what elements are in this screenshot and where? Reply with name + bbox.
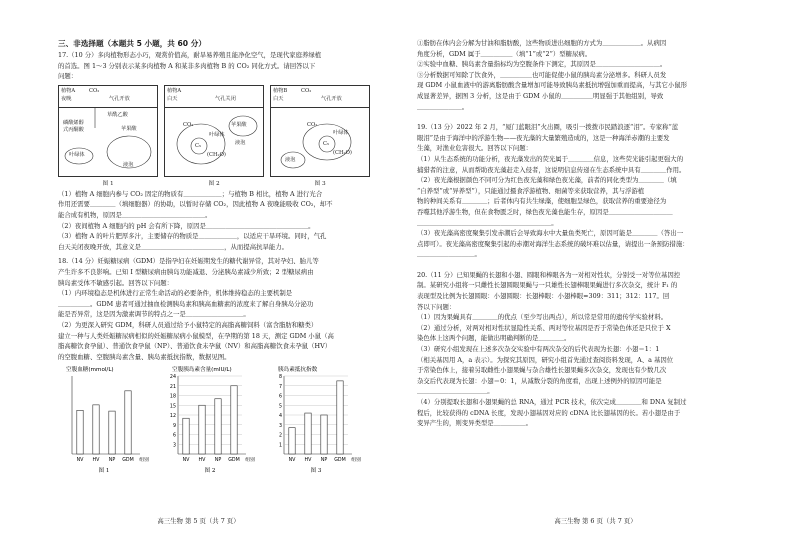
text-line: 生藻，对渔业危害很大。回答以下问题：	[417, 144, 533, 153]
bar-hv	[199, 406, 205, 455]
text-line: ＿＿＿＿＿。GDM 患者可通过抽血检测胰岛素和胰高血糖素的浓度来了解自身胰岛分泌功	[58, 299, 314, 308]
section-title: 三、非选择题（本题共 5 小题，共 60 分）	[58, 39, 206, 48]
y-tick-label: 3	[172, 443, 176, 449]
label: 夜晚	[61, 95, 72, 102]
text-line: 的空腹血糖、空腹胰岛素含量、胰岛素抵抗指数，数据见图。	[58, 352, 231, 361]
y-tick-label: 7	[278, 385, 282, 391]
q18-continued	[417, 38, 747, 112]
bar-nv	[77, 411, 83, 455]
label: 液泡	[235, 139, 246, 146]
figure-caption: 图 2	[208, 180, 220, 187]
text-line: 作用还需要＿＿＿＿（填细胞器）的协助，以暂时存储 CO₂，因此植物 A 夜晚能吸收 CO₂，却不	[58, 200, 333, 209]
text-line: 表现型及比例为长翅圆眼：小翅圆眼：长翅棒眼：小翅棒眼=309：311；312：117。回	[417, 292, 670, 301]
q20	[417, 270, 747, 429]
text-line: 的首选。图 1～3 分别表示某多肉植物 A 和某非多肉植物 B 的 CO₂ 同化方式。请回答以下	[58, 61, 316, 70]
text-line: 眼泪”是由于海洋中的浮游生物——夜光藻的大量繁殖造成的，这是一种海洋赤潮的主要发	[417, 133, 670, 142]
text-line: 18.（14 分）妊娠糖尿病（GDM）是指孕妇在妊娠期发生的糖代谢异常，其对孕妇、胎儿等	[58, 257, 319, 266]
text-line: “自养型”或“异养型”），只能通过摄食浮游植物、细菌等来获取营养，其与浮游植	[417, 186, 645, 195]
label: 植物A	[167, 87, 182, 94]
text-line: （2）夜光藻根据颜色不同可分为红色夜光藻和绿色夜光藻，前者的同化类型为＿＿＿＿（填	[417, 176, 677, 185]
text-line: ③分析数据可知除了饮食外，＿＿＿＿＿也可能促使小鼠的胰岛素分泌增多。科研人员发	[417, 70, 667, 79]
text-line: 能合成有机物，原因是＿＿＿＿＿＿＿＿＿＿＿＿＿。	[58, 210, 212, 219]
text-line: 产生许多不良影响。已知 Ⅰ 型糖尿病由胰岛功能减退、分泌胰岛素减少所致；2 型糖尿病由	[58, 267, 314, 276]
footer-page-6: 高三生物 第 6 页（共 7 页）	[554, 517, 637, 525]
y-tick-label: 12	[169, 414, 176, 420]
figure-3-diagram	[270, 85, 370, 187]
x-tick-label: NP	[108, 458, 116, 464]
text-line: （1）植物 A 细胞内参与 CO₂ 固定的物质有＿＿＿＿＿＿；与植物 B 相比，植物 A 进行光合	[58, 189, 323, 198]
x-tick-label: HV	[304, 458, 312, 464]
x-axis-label: 组别	[139, 458, 149, 464]
y-tick-label: 4	[278, 414, 282, 420]
text-line: （3）研究小组发现在上述多次杂交实验中有两次杂交的后代表现为长翅：小翅＝1：1	[417, 345, 660, 354]
label: 液泡	[123, 161, 134, 168]
label: C₅	[195, 142, 202, 149]
bar-gdm	[337, 381, 343, 454]
label: CO₂	[307, 121, 318, 128]
text-line: 程后，比较获得的 cDNA 长度，发现小翅基因对应的 cDNA 比长翅基因的长。若小翅是由于	[417, 408, 681, 417]
bar-chart-1	[58, 364, 158, 480]
text-line: （1）内环境稳态是机体进行正常生命活动的必要条件，机体维持稳态的主要机制是	[58, 289, 293, 298]
chart-title: 空腹血糖(mmol/L)	[66, 367, 114, 374]
y-tick-label: 1	[278, 443, 282, 449]
x-tick-label: NP	[320, 458, 328, 464]
text-line: 现 GDM 小鼠血液中的游离脂肪酸含量增加可能导致胰岛素抵抗增强加重而提高，与其它小鼠形	[417, 81, 688, 90]
figure-caption: 图 1	[102, 180, 114, 187]
bar-hv	[93, 405, 99, 454]
y-tick-label: 8	[278, 375, 282, 381]
label: 气孔关闭	[215, 95, 236, 102]
y-tick-label: 18	[169, 394, 176, 400]
bar-gdm	[231, 386, 237, 454]
text-line: 制。某研究小组将一只雌性长翅圆眼果蝇与一只雄性长翅棒眼果蝇进行多次杂交，统计 F₁ 的	[417, 281, 678, 290]
figure-1-diagram	[58, 85, 158, 187]
text-line: 20.（11 分）已知果蝇的长翅和小翅、圆眼和棒眼各为一对相对性状，分别受一对等位基因控	[417, 270, 681, 279]
label: 苹果酸	[121, 125, 137, 132]
y-tick-label: 21	[169, 385, 176, 391]
x-tick-label: NP	[214, 458, 222, 464]
chart-caption: 图 1	[98, 468, 110, 475]
x-tick-label: HV	[92, 458, 100, 464]
label: 白天	[273, 95, 284, 102]
bar-chart-svg	[58, 364, 158, 480]
label: 式丙酮酸	[63, 126, 84, 133]
x-tick-label: GDM	[228, 458, 240, 464]
text-line: （1）因为果蝇具有＿＿＿＿的优点（至少写出两点），所以常是常用的遗传学实验材料。	[417, 313, 668, 322]
label: 叶绿体	[333, 129, 349, 136]
label: CO₂	[183, 121, 194, 128]
x-tick-label: NV	[288, 458, 296, 464]
figure-caption: 图 3	[314, 180, 326, 187]
bar-nv	[183, 419, 189, 455]
label: 磷酸烯醇	[63, 119, 84, 126]
q17-questions	[58, 189, 378, 253]
bar-chart-svg	[164, 364, 264, 480]
bar-hv	[305, 413, 311, 454]
footer-page-5: 高三生物 第 5 页（共 7 页）	[157, 517, 240, 525]
q17-stem	[58, 50, 378, 82]
y-tick-label: 3	[278, 424, 282, 430]
y-tick-label: 6	[172, 433, 176, 439]
text-line: （相关基因用 A，a 表示）。为探究其原因，研究小组首先通过查阅资料发现，A、a 基因位	[417, 355, 674, 364]
label: 液泡	[285, 156, 296, 163]
text-line: ＿＿＿＿＿＿＿＿＿。	[417, 250, 481, 259]
text-line: （3）植物 A 的叶片肥厚多汁，主要储存的物质是＿＿＿＿＿＿，以适应干旱环境。同时，气孔	[58, 232, 327, 241]
text-line: 能是否异常，这是因为激素调节的特点之一是＿＿＿＿＿＿＿＿＿。	[58, 310, 250, 319]
text-line: 变异产生的，则变异类型是＿＿＿＿＿。	[417, 419, 533, 428]
q19	[417, 122, 747, 260]
x-tick-label: GDM	[122, 458, 134, 464]
text-line: 17.（10 分）多肉植物形态小巧，观赏价值高，耐旱易养殖且能净化空气，是现代家庭养绿植	[58, 51, 322, 59]
label: 气孔开放	[321, 95, 342, 102]
label: C₅	[323, 140, 330, 147]
page-6	[397, 0, 794, 550]
text-line: 脂高糖饮食孕鼠）、普通饮食孕鼠（NP）、普通饮食未孕鼠（NV）和高脂高糖饮食未孕鼠（HV）	[58, 342, 332, 351]
label: 植物B	[273, 87, 288, 94]
text-line: （1）从生态系统的功能分析，夜光藻发出的荧光属于＿＿＿＿信息，这些荧光能引起更强大的	[417, 154, 684, 163]
text-line: 问题：	[58, 72, 78, 81]
text-line: 物的种间关系有＿＿＿＿；后者体内有共生绿藻，使细胞呈绿色，获取营养的重要途径为	[417, 197, 667, 206]
label: 草酰乙酸	[107, 111, 128, 118]
label: (CH₂O)	[207, 151, 226, 158]
bar-chart-3	[270, 364, 370, 480]
text-line: 捕猎者的注意，从而帮助夜光藻赶走入侵者，这说明信息传递在生态系统中具有＿＿＿＿作用。	[417, 165, 686, 174]
text-line: ＿＿＿＿＿＿＿＿＿＿＿。	[417, 387, 494, 396]
cell-sketch	[271, 86, 371, 178]
y-tick-label: 24	[169, 375, 176, 381]
figure-2-diagram	[164, 85, 264, 187]
q17-figures	[58, 85, 378, 187]
text-line: 答以下问题：	[417, 302, 456, 311]
label: CO₂	[301, 87, 312, 94]
text-line: ①脂肪在体内会分解为甘油和脂肪酸，这些物质进出细胞的方式为＿＿＿＿＿＿。从病因	[417, 39, 667, 47]
text-line: （4）分别提取长翅和小翅果蝇的总 RNA，通过 PCR 技术，依次完成＿＿＿＿和 DNA 复制过	[417, 398, 687, 406]
text-line: （3）夜光藻高密度聚集引发赤潮后会导致海水中大量鱼类死亡，原因可能是＿＿＿＿（答出一	[417, 229, 684, 238]
label: 植物A	[61, 87, 76, 94]
label: 气孔开放	[109, 95, 130, 102]
left-column	[58, 38, 378, 480]
bar-nv	[289, 428, 295, 454]
text-line: （2）为更深入研究 GDM，科研人员通过给予小鼠特定的高脂高糖饲料（富含脂肪和糖类）	[58, 320, 318, 329]
text-line: ②实验中血糖、胰岛素含量指标均为空腹条件下测定，其原因是＿＿＿＿＿＿＿＿＿＿。	[417, 60, 667, 69]
chart-caption: 图 3	[310, 468, 322, 475]
text-line: 胰岛素受体不敏感引起。回答以下问题：	[58, 278, 174, 287]
bar-chart-svg	[270, 364, 370, 480]
text-line: 19.（13 分）2022 年 2 月，“厦门蓝眼泪”火出圈，吸引一拨拨市民踏浪逐“泪”。专家称“蓝	[417, 123, 679, 132]
bar-np	[109, 411, 115, 454]
text-line: 白天关闭夜晚开放，其意义是＿＿＿＿＿＿＿＿＿＿＿＿＿，从而提高抗旱能力。	[58, 242, 289, 251]
y-tick-label: 5	[278, 404, 282, 410]
text-line: ＿＿＿＿＿＿＿＿＿＿＿＿＿＿＿＿＿＿＿＿＿。	[417, 218, 558, 227]
y-tick-label: 9	[172, 424, 176, 430]
label: 叶绿体	[209, 131, 225, 138]
chart-title: 空腹胰岛素含量(mIU/L)	[172, 367, 232, 374]
x-tick-label: GDM	[334, 458, 346, 464]
bar-chart-2	[164, 364, 264, 480]
q18-stem	[58, 256, 378, 362]
text-line: （2）通过分析，对两对相对性状显隐性关系、两对等位基因是否于常染色体还是只位于 X	[417, 323, 671, 332]
text-line: （2）夜间植物 A 细胞内的 pH 会有所下降，原因是＿＿＿＿＿＿＿＿＿＿＿＿＿＿＿＿。	[58, 221, 315, 230]
text-line: ＿＿＿＿＿＿＿。	[417, 102, 469, 111]
bar-np	[215, 399, 221, 454]
x-tick-label: NV	[182, 458, 190, 464]
text-line: 成显著差异，据图 3 分析，这是由于 GDM 小鼠的＿＿＿＿＿明显强于其他组别，导致	[417, 91, 664, 100]
y-tick-label: 6	[278, 394, 282, 400]
text-line: 杂交后代表现为长翅：小翅＝0：1，从减数分裂的角度看，出现上述例外的原因可能是	[417, 376, 662, 385]
x-tick-label: NV	[76, 458, 84, 464]
x-axis-label: 组别	[351, 458, 361, 464]
y-tick-label: 2	[278, 433, 282, 439]
text-line: 吞噬其他浮游生物，但在食物匮乏时，绿色夜光藻也能生存，原因是＿＿＿＿＿＿＿＿＿＿	[417, 207, 673, 216]
x-tick-label: HV	[198, 458, 206, 464]
bar-np	[321, 415, 327, 454]
text-line: 于常染色体上，接着另取雌性小翅果蝇与杂合雄性长翅果蝇多次杂交，发现也有少数几次	[417, 366, 667, 375]
label: (CH₂O)	[333, 149, 352, 156]
text-line: 染色体上这两个问题，能做出明确判断的是＿＿＿＿。	[417, 334, 571, 343]
label: 苹果酸	[231, 121, 247, 128]
q18-charts	[58, 364, 378, 480]
text-line: 建立一种与人类妊娠糖尿病相似的妊娠糖尿病小鼠模型，在孕期的第 18 天，测定 GDM 小鼠（高	[58, 331, 334, 340]
text-line: 点即可）。夜光藻高密度聚集引起的赤潮对海洋生态系统的破坏难以估量，请提出一条预防措施：	[417, 239, 689, 248]
text-line: 角度分析，GDM 属于＿＿＿＿＿（填“1”或“2”）型糖尿病。	[417, 49, 592, 58]
label: 白天	[167, 95, 178, 102]
label: 叶绿体	[69, 151, 85, 158]
chart-caption: 图 2	[204, 468, 216, 475]
label: CO₂	[89, 87, 100, 94]
bar-gdm	[125, 391, 131, 454]
x-axis-label: 组别	[245, 458, 255, 464]
right-column	[417, 38, 747, 429]
y-tick-label: 15	[169, 404, 176, 410]
chart-title: 胰岛素抵抗指数	[278, 367, 318, 374]
